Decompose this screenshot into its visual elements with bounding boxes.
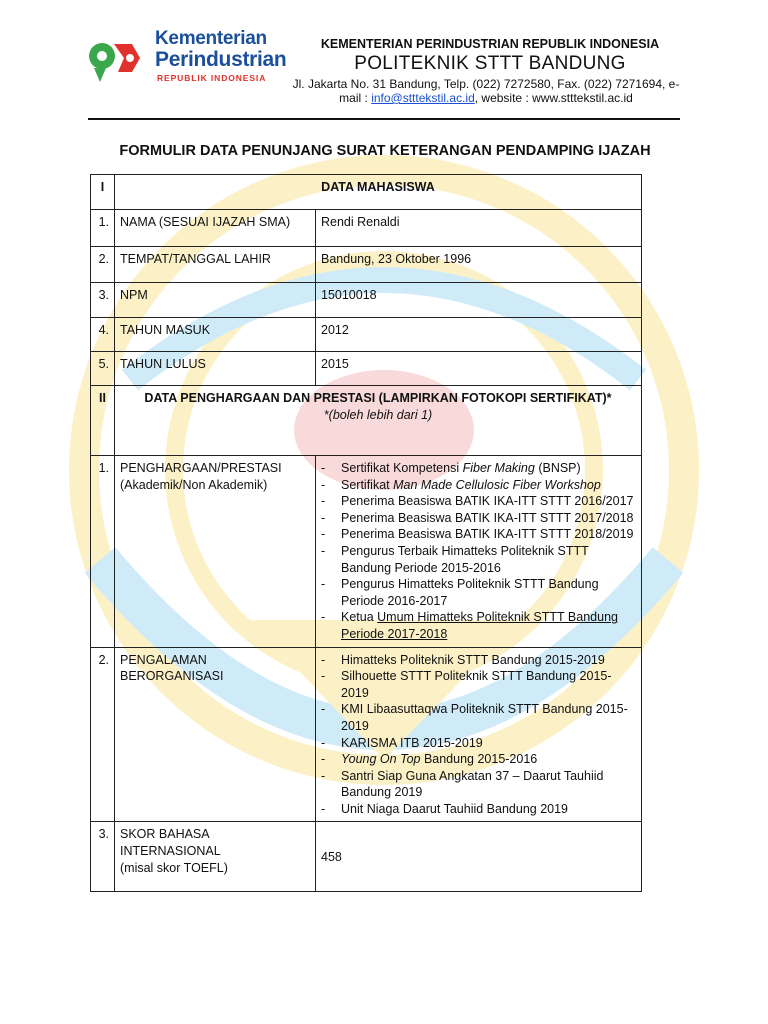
awards-label-note: (Akademik/Non Akademik) bbox=[120, 477, 268, 492]
row-number: 3. bbox=[91, 822, 115, 892]
list-item: - Silhouette STTT Politeknik STTT Bandung 2015-2019 bbox=[321, 668, 636, 701]
table-row bbox=[91, 647, 642, 822]
ministry-name: KEMENTERIAN PERINDUSTRIAN REPUBLIK INDONESIA bbox=[320, 37, 660, 51]
row-label: NPM bbox=[115, 283, 316, 318]
list-item: - Unit Niaga Daarut Tauhiid Bandung 2019 bbox=[321, 801, 636, 818]
section2-title: DATA PENGHARGAAN DAN PRESTASI (LAMPIRKAN FOTOKOPI SERTIFIKAT)* bbox=[144, 391, 612, 405]
row-value: Rendi Renaldi bbox=[316, 210, 642, 247]
row-label: TEMPAT/TANGGAL LAHIR bbox=[115, 247, 316, 283]
list-item: - Ketua Umum Himatteks Politeknik STTT Bandung Periode 2017-2018 bbox=[321, 609, 636, 642]
list-item: - Pengurus Terbaik Himatteks Politeknik STTT Bandung Periode 2015-2016 bbox=[321, 543, 636, 576]
institution-address bbox=[286, 77, 686, 105]
row-label: TAHUN LULUS bbox=[115, 352, 316, 386]
list-item: - Sertifikat Kompetensi Fiber Making (BNSP) bbox=[321, 460, 636, 477]
section2-number: II bbox=[91, 386, 115, 456]
awards-label: PENGHARGAAN/PRESTASI bbox=[120, 461, 282, 475]
form-title: FORMULIR DATA PENUNJANG SURAT KETERANGAN PENDAMPING IJAZAH bbox=[119, 143, 651, 159]
letterhead bbox=[0, 0, 768, 120]
institution-name: POLITEKNIK STTT BANDUNG bbox=[354, 53, 626, 74]
address-prefix: Jl. Jakarta No. 31 Bandung, Telp. (022) 7272580, Fax. (022) 7271694, e-mail : bbox=[292, 77, 680, 105]
logo-text-kementerian: Kementerian bbox=[155, 28, 267, 49]
address-suffix: , website : www.stttekstil.ac.id bbox=[474, 91, 633, 105]
organization-list bbox=[321, 652, 636, 818]
row-label bbox=[115, 456, 316, 648]
row-label: TAHUN MASUK bbox=[115, 318, 316, 352]
section2-header bbox=[115, 386, 642, 456]
section1-title: DATA MAHASISWA bbox=[115, 175, 642, 210]
logo-text-republik: REPUBLIK INDONESIA bbox=[157, 73, 267, 83]
list-item: - Santri Siap Guna Angkatan 37 – Daarut Tauhiid Bandung 2019 bbox=[321, 768, 636, 801]
table-row bbox=[91, 247, 642, 283]
table-row bbox=[91, 352, 642, 386]
form-table bbox=[90, 174, 642, 892]
table-row bbox=[91, 822, 642, 892]
logo-text-perindustrian: Perindustrian bbox=[155, 48, 287, 71]
section1-number: I bbox=[91, 175, 115, 210]
row-number: 5. bbox=[91, 352, 115, 386]
table-row bbox=[91, 210, 642, 247]
language-label: SKOR BAHASA INTERNASIONAL bbox=[120, 827, 221, 859]
list-item: - Himatteks Politeknik STTT Bandung 2015-2019 bbox=[321, 652, 636, 669]
row-value: 2012 bbox=[316, 318, 642, 352]
table-row bbox=[91, 318, 642, 352]
row-value: Bandung, 23 Oktober 1996 bbox=[316, 247, 642, 283]
row-value: 2015 bbox=[316, 352, 642, 386]
list-item: - Penerima Beasiswa BATIK IKA-ITT STTT 2018/2019 bbox=[321, 526, 636, 543]
list-item: - Pengurus Himatteks Politeknik STTT Bandung Periode 2016-2017 bbox=[321, 576, 636, 609]
list-item: - KMI Libaasuttaqwa Politeknik STTT Bandung 2015-2019 bbox=[321, 701, 636, 734]
row-value bbox=[316, 647, 642, 822]
row-label: PENGALAMAN BERORGANISASI bbox=[115, 647, 316, 822]
row-number: 3. bbox=[91, 283, 115, 318]
row-value bbox=[316, 456, 642, 648]
row-number: 1. bbox=[91, 210, 115, 247]
row-number: 2. bbox=[91, 247, 115, 283]
awards-list bbox=[321, 460, 636, 643]
list-item: - Penerima Beasiswa BATIK IKA-ITT STTT 2016/2017 bbox=[321, 493, 636, 510]
table-row bbox=[91, 456, 642, 648]
email-link[interactable]: info@stttekstil.ac.id bbox=[371, 91, 475, 105]
list-item: - KARISMA ITB 2015-2019 bbox=[321, 735, 636, 752]
row-label: NAMA (SESUAI IJAZAH SMA) bbox=[115, 210, 316, 247]
language-label-note: (misal skor TOEFL) bbox=[120, 860, 228, 875]
row-number: 4. bbox=[91, 318, 115, 352]
row-number: 2. bbox=[91, 647, 115, 822]
section2-subtitle: *(boleh lebih dari 1) bbox=[323, 407, 433, 422]
row-value: 15010018 bbox=[316, 283, 642, 318]
list-item: - Penerima Beasiswa BATIK IKA-ITT STTT 2017/2018 bbox=[321, 510, 636, 527]
row-number: 1. bbox=[91, 456, 115, 648]
header-divider bbox=[88, 118, 680, 120]
list-item: - Sertifikat Man Made Cellulosic Fiber Workshop bbox=[321, 477, 636, 494]
row-value: 458 bbox=[316, 822, 642, 892]
list-item: - Young On Top Bandung 2015-2016 bbox=[321, 751, 636, 768]
table-row bbox=[91, 283, 642, 318]
row-label bbox=[115, 822, 316, 892]
